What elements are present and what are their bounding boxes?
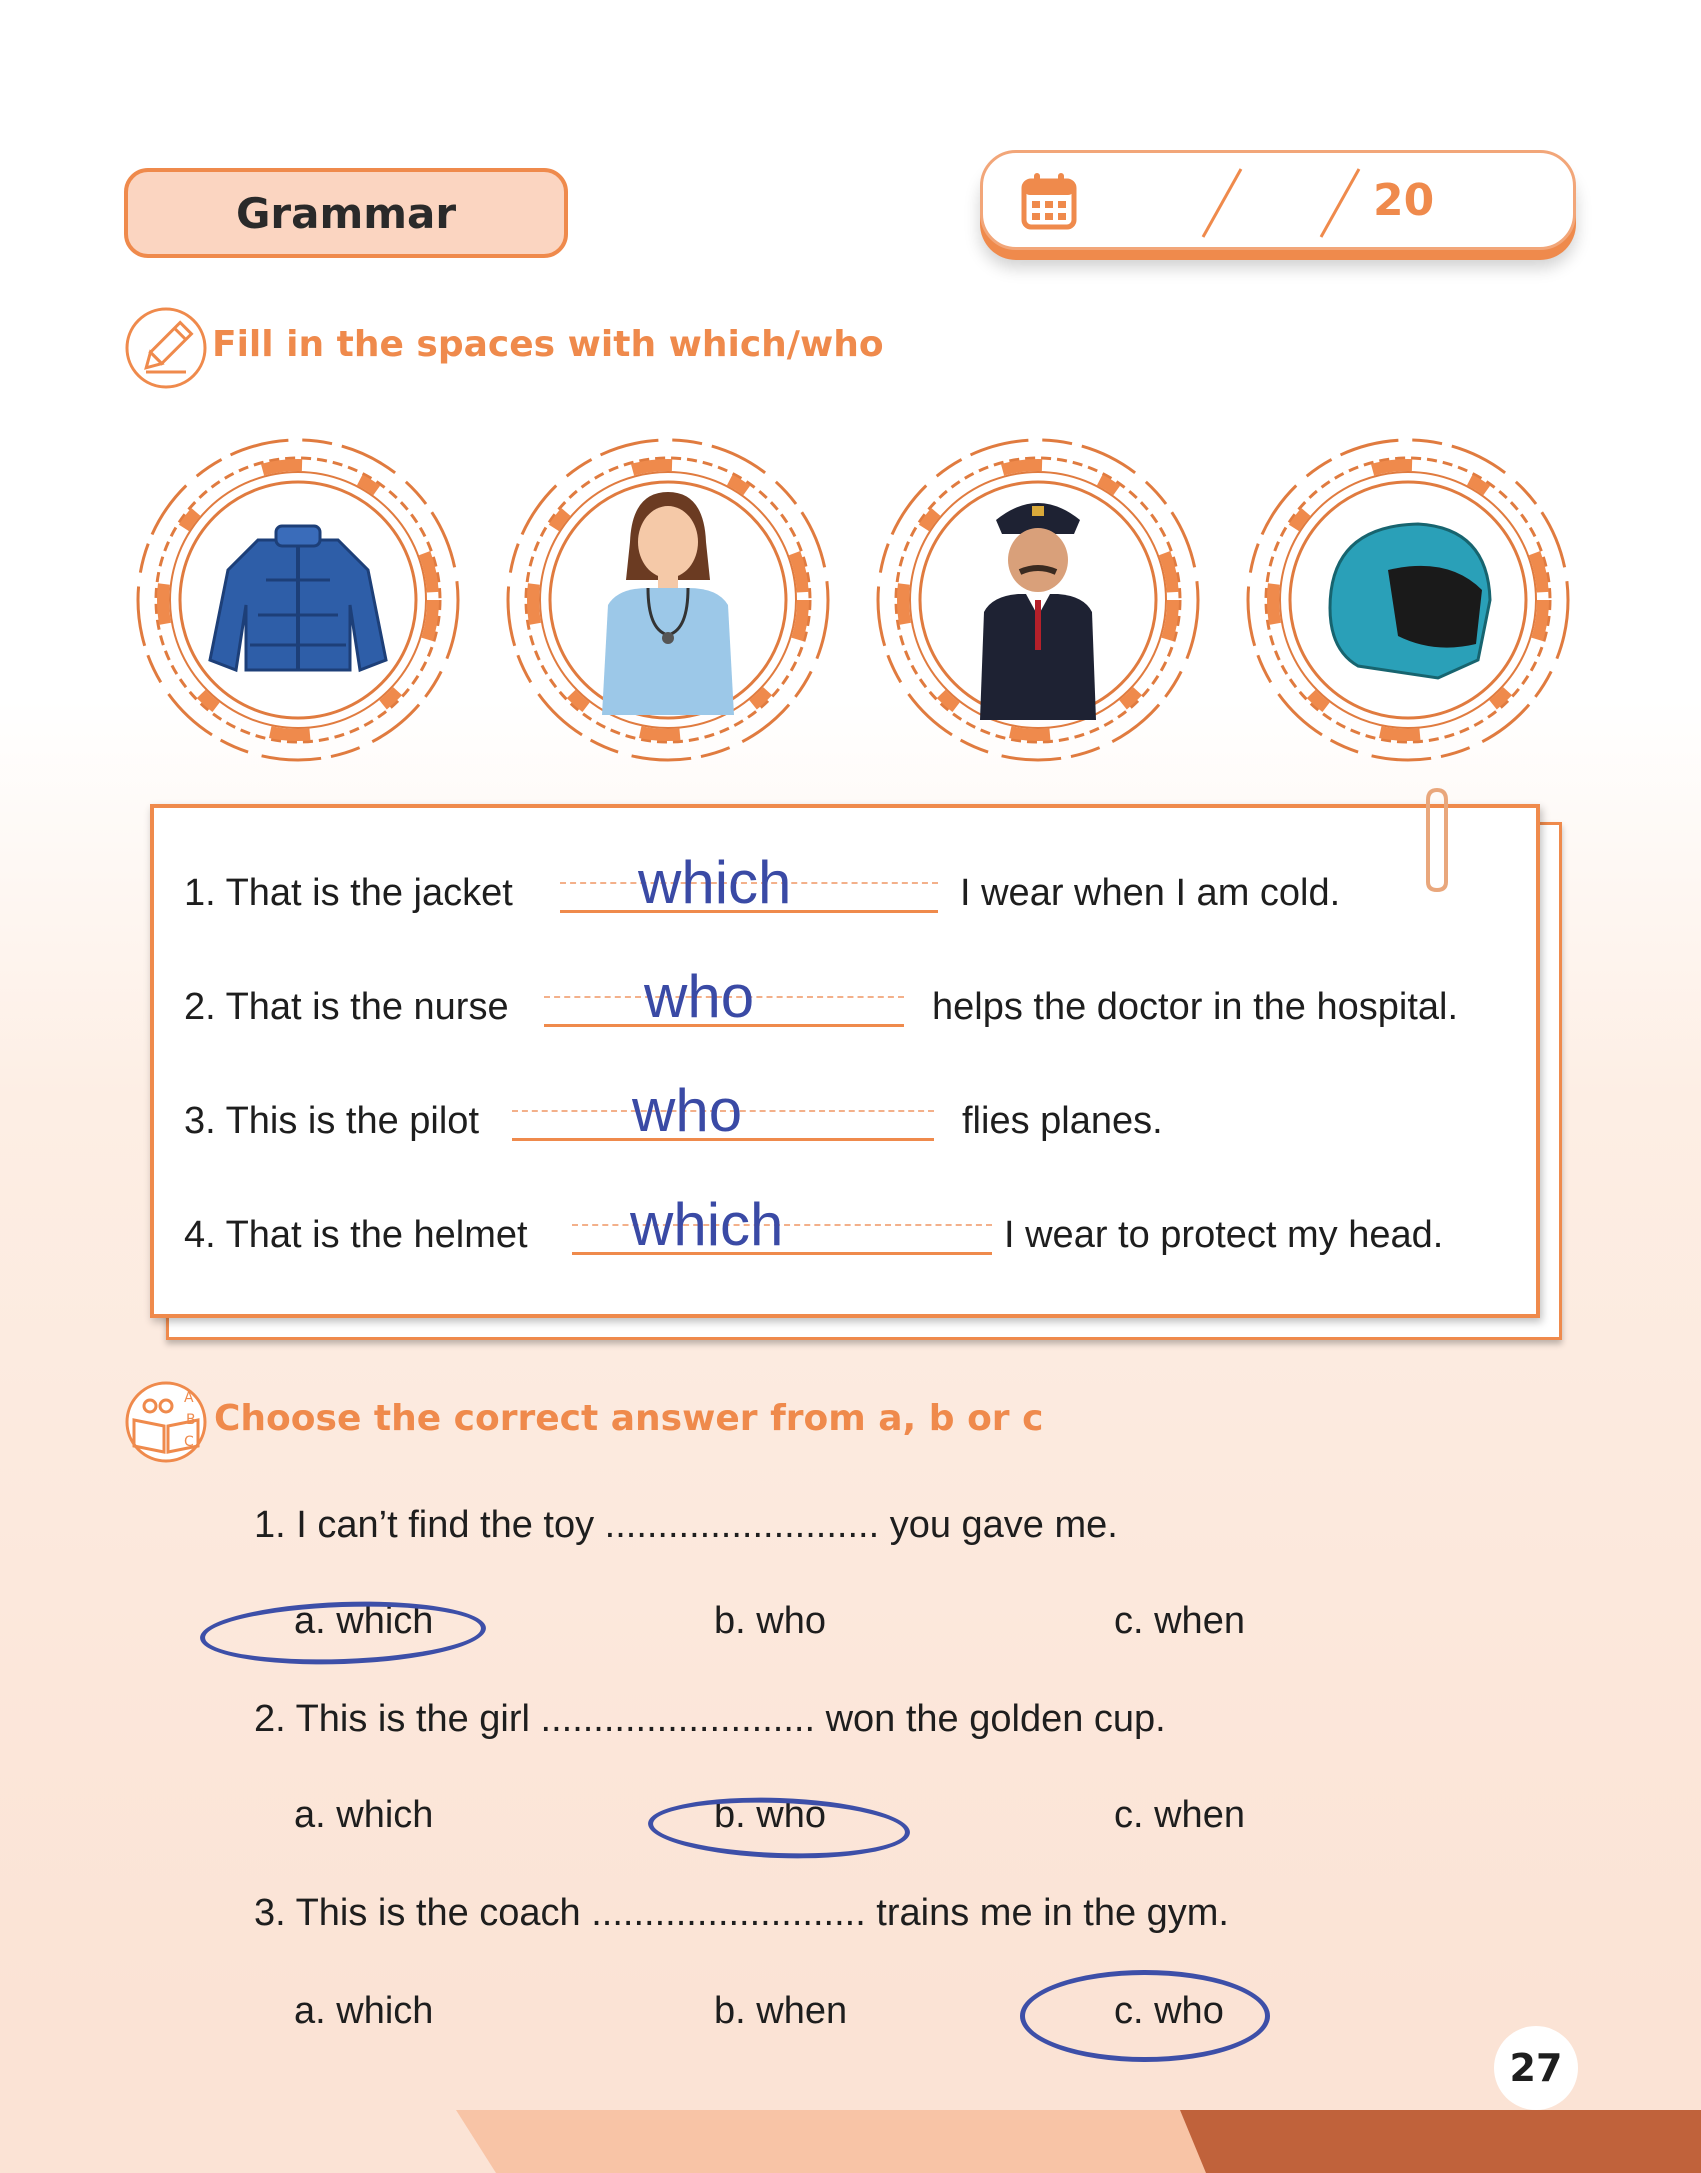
sentence-2-end: helps the doctor in the hospital. xyxy=(932,986,1459,1028)
answer-4: which xyxy=(630,1191,784,1258)
answer-2: who xyxy=(644,963,755,1030)
sentence-4-start: 4. That is the helmet xyxy=(184,1214,528,1256)
section-heading-grammar: Grammar xyxy=(124,168,568,258)
question-3: 3. This is the coach .......................... trains me in the gym. xyxy=(254,1892,1229,1934)
footer-band xyxy=(456,2110,1216,2173)
helmet-picture xyxy=(1238,430,1578,770)
option-2c[interactable]: c. when xyxy=(1114,1794,1245,1836)
date-year: 20 xyxy=(1373,175,1435,226)
option-1b[interactable]: b. who xyxy=(714,1600,826,1642)
selected-answer-circle xyxy=(1020,1970,1270,2062)
sentence-1-start: 1. That is the jacket xyxy=(184,872,513,914)
svg-text:B: B xyxy=(186,1412,196,1428)
answer-3: who xyxy=(632,1077,743,1144)
calendar-icon xyxy=(1021,171,1077,231)
paperclip-icon xyxy=(1420,786,1454,894)
sentence-3-end: flies planes. xyxy=(962,1100,1163,1142)
sentence-3-start: 3. This is the pilot xyxy=(184,1100,480,1142)
selected-answer-circle xyxy=(199,1597,487,1669)
selected-answer-circle xyxy=(647,1793,911,1862)
nurse-picture xyxy=(498,430,838,770)
option-1a[interactable]: a. which xyxy=(294,1600,434,1642)
sentence-2-start: 2. That is the nurse xyxy=(184,986,509,1028)
svg-text:C: C xyxy=(184,1434,194,1450)
footer-band-dark xyxy=(1180,2110,1701,2173)
svg-text:A: A xyxy=(184,1390,194,1406)
pencil-icon xyxy=(124,306,208,390)
question-1: 1. I can’t find the toy .......................... you gave me. xyxy=(254,1504,1118,1546)
sentence-4-end: I wear to protect my head. xyxy=(1004,1214,1444,1256)
date-separator-icon xyxy=(1315,163,1365,243)
option-2a[interactable]: a. which xyxy=(294,1794,434,1836)
section-title-multiple-choice: Choose the correct answer from a, b or c xyxy=(214,1398,1044,1439)
page-number: 27 xyxy=(1494,2026,1578,2110)
option-3b[interactable]: b. when xyxy=(714,1990,848,2032)
sentence-1-end: I wear when I am cold. xyxy=(960,872,1341,914)
book-abc-icon xyxy=(124,1380,208,1464)
question-2: 2. This is the girl .......................... won the golden cup. xyxy=(254,1698,1166,1740)
option-2b[interactable]: b. who xyxy=(714,1794,826,1836)
option-1c[interactable]: c. when xyxy=(1114,1600,1245,1642)
answer-1: which xyxy=(638,849,792,916)
pilot-picture xyxy=(868,430,1208,770)
option-3c[interactable]: c. who xyxy=(1114,1990,1224,2032)
section-title-fill-in: Fill in the spaces with which/who xyxy=(212,324,884,365)
date-field[interactable] xyxy=(980,150,1576,250)
option-3a[interactable]: a. which xyxy=(294,1990,434,2032)
jacket-picture xyxy=(128,430,468,770)
date-separator-icon xyxy=(1197,163,1247,243)
